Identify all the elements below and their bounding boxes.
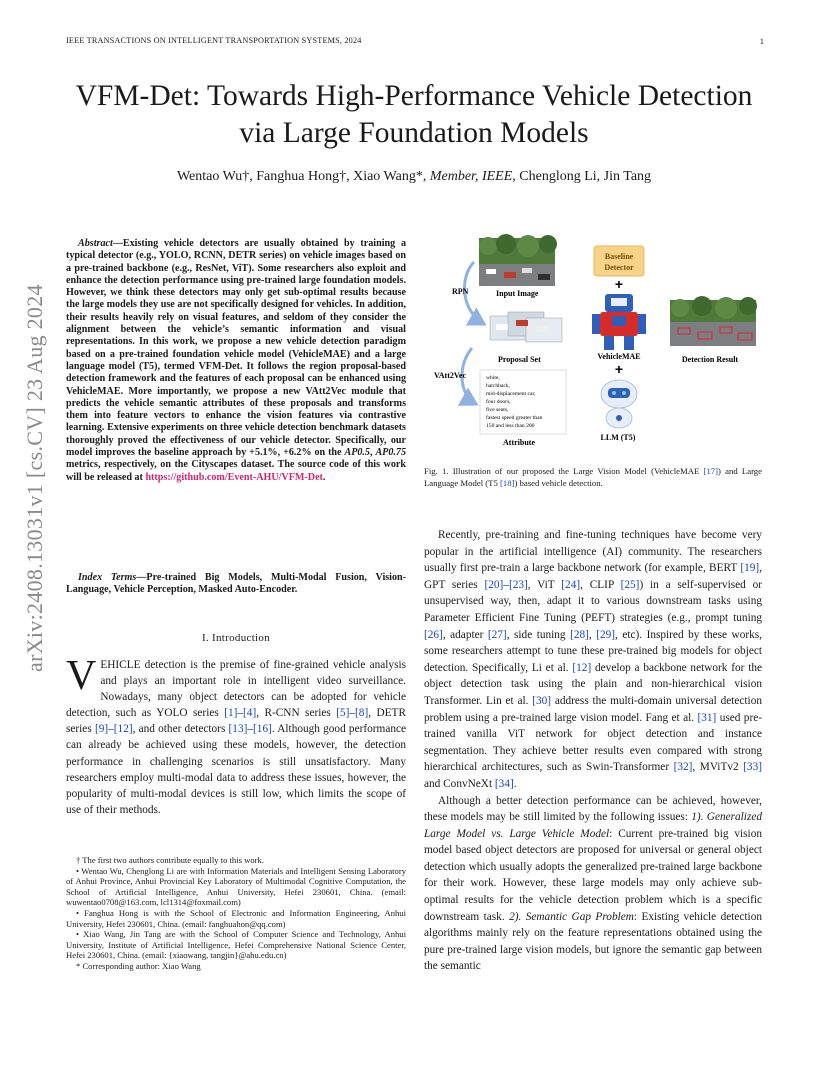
vehiclemae-robot-icon <box>592 294 646 350</box>
llm-robot-icon <box>601 380 637 428</box>
citation[interactable]: [31] <box>697 711 717 724</box>
citation[interactable]: [18] <box>500 477 515 488</box>
index-terms <box>66 572 406 597</box>
citation[interactable]: [24] <box>561 578 581 591</box>
attribute-line: fastest speed greater than <box>486 415 543 421</box>
intro-text: – <box>349 707 356 720</box>
citation[interactable]: [9] <box>94 723 109 736</box>
plus-sign: + <box>614 361 624 377</box>
paper-title: VFM-Det: Towards High-Performance Vehicle Detection via Large Foundation Models <box>75 80 753 149</box>
abstract-text-2: metrics, respectively, on the Cityscapes dataset. The source code of this work will be released at <box>66 459 406 483</box>
baseline-detector-label: Detector <box>604 263 634 272</box>
citation[interactable]: [12] <box>572 661 592 674</box>
attribute-line: hatchback, <box>486 383 511 389</box>
index-terms-text: —Pre-trained Big Models, Multi-Modal Fusion, Vision-Language, Vehicle Perception, Masked Auto-Encoder. <box>66 572 406 596</box>
attribute-line: four doors, <box>486 399 511 405</box>
llm-label: LLM (T5) <box>600 433 636 442</box>
issue-heading: 2). Semantic Gap Problem <box>509 910 634 923</box>
citation[interactable]: [27] <box>487 628 507 641</box>
figure-1 <box>424 232 762 454</box>
body-text: Recently, pre-training and fine-tuning techniques have become very popular in the artificial intelligence (AI) community. The researchers usually first pre-train a large backbone network (for example, BERT <box>424 529 762 575</box>
citation[interactable]: [16] <box>253 723 272 736</box>
intro-text: – <box>108 723 114 736</box>
arxiv-stamp: arXiv:2408.13031v1 [cs.CV] 23 Aug 2024 <box>22 284 47 672</box>
drop-cap: V <box>66 653 97 699</box>
baseline-detector-label: Baseline <box>604 252 634 261</box>
vehiclemae-label: VehicleMAE <box>597 352 641 361</box>
caption-label: Fig. 1. <box>424 466 449 476</box>
author-list <box>66 169 762 185</box>
author-names-a: Wentao Wu†, Fanghua Hong†, Xiao Wang*, <box>176 169 430 184</box>
citation[interactable]: [1] <box>224 707 238 720</box>
citation[interactable]: [12] <box>113 723 133 736</box>
citation[interactable]: [25] <box>620 578 640 591</box>
attribute-line: white, <box>486 375 500 381</box>
body-text: : Existing vehicle detection algorithms mainly rely on the feature representations obtained using the pure pre-trained large vision models, but ignore the semantic gap between the semantic <box>424 910 762 973</box>
citation[interactable]: [30] <box>532 694 552 707</box>
citation[interactable]: [33] <box>743 761 762 774</box>
abstract-label: Abstract <box>78 238 113 249</box>
input-image-thumbnail <box>479 234 557 286</box>
citation[interactable]: [23] <box>508 578 528 591</box>
body-text: , etc). Inspired by these works, some researchers attempt to tune these pre-trained big models for object detection. Specifically, Li et al. <box>424 628 762 674</box>
citation[interactable]: [26] <box>424 628 443 641</box>
body-text: : Current pre-trained big vision model based object detectors are proposed for universal or general object detection which usually adopts the generalized pre-trained large backbone for their work. However, these large models may only achieve sub-optimal results for the vehicle detection problem which is a specific downstream task. <box>424 827 762 923</box>
body-text: , <box>588 628 597 641</box>
citation[interactable]: [32] <box>673 761 693 774</box>
footnote: • Xiao Wang, Jin Tang are with the School of Computer Science and Technology, Anhui University, Institute of Artificial Intelligence, Hefei Comprehensive National Science Center, Hefei 230601, China. (email: {xiaowang, tangjin}@ahu.edu.cn) <box>66 929 406 961</box>
body-text: , MViTv2 <box>692 761 744 774</box>
citation[interactable]: [28] <box>570 628 589 641</box>
author-membership: Member, IEEE <box>429 169 513 184</box>
figure-1-diagram <box>424 232 762 454</box>
citation[interactable]: [4] <box>243 707 257 720</box>
proposal-set-thumbnails <box>490 312 562 342</box>
detection-result-label: Detection Result <box>681 355 739 364</box>
footnote: • Wentao Wu, Chenglong Li are with Information Materials and Intelligent Sensing Laboratory of Anhui Province, Anhui Provincial Key Laboratory of Multimodal Cognitive Computation, the School of Artificial Intelligence, Anhui University, Hefei 230601, China. (email: wuwentao0708@163.com, lcl1314@foxmail.com) <box>66 865 406 908</box>
footnote: † The first two authors contribute equally to this work. <box>76 855 264 865</box>
citation[interactable]: [17] <box>703 466 719 476</box>
intro-paragraph <box>66 653 407 818</box>
citation[interactable]: [8] <box>355 707 369 720</box>
abstract-end: . <box>322 471 326 483</box>
citation[interactable]: [19] <box>740 562 760 575</box>
caption-text: Illustration of our proposed the Large Vision Model (VehicleMAE <box>452 466 704 476</box>
footnotes <box>66 855 406 972</box>
abstract-separator: , <box>369 447 376 459</box>
citation[interactable]: [13] <box>228 723 248 736</box>
detection-result-thumbnail <box>670 296 757 346</box>
attribute-label: Attribute <box>503 438 535 447</box>
proposal-set-label: Proposal Set <box>498 355 541 364</box>
citation[interactable]: [20] <box>484 578 504 591</box>
body-text: and ConvNeXt <box>424 777 495 790</box>
citation[interactable]: [34] <box>494 777 514 790</box>
citation[interactable]: [5] <box>336 707 350 720</box>
body-paragraph <box>424 527 762 793</box>
footnote: * Corresponding author: Xiao Wang <box>76 960 201 971</box>
body-text: develop a backbone network for the object detection task using the plain and non-hierarchical vision Transformer. Lin et al. <box>424 661 763 707</box>
index-terms-label: Index Terms <box>78 572 137 583</box>
body-text: , ViT <box>527 578 562 591</box>
body-paragraph <box>424 793 762 976</box>
input-image-label: Input Image <box>496 289 539 298</box>
body-text: Although a better detection performance can be achieved, however, these models may be still limited by the following issues: <box>424 794 762 824</box>
metric-ap75: AP0.75 <box>375 447 406 459</box>
footnote: • Fanghua Hong is with the School of Electronic and Information Engineering, Anhui University, Hefei 230601, China. (email: fanghuahon@qq.com) <box>66 907 406 929</box>
section-heading: I. Introduction <box>201 632 271 644</box>
abstract-text: —Existing vehicle detectors are usually obtained by training a typical detector (e.g., YOLO, RCNN, DETR series) on vehicle images based on a pre-trained backbone (e.g., ResNet, ViT). Some researchers also exploit and enhance the detection performance using pre-trained large foundation models. However, we think these detectors may only get sub-optimal results because the large models they use are not specifically designed for vehicles. In addition, their results heavily rely on visual features, and seldom of they consider the alignment between the vehicle’s semantic information and visual representations. In this work, we propose a new vehicle detection paradigm based on a pre-trained foundation vehicle model (VehicleMAE) and a large language model (T5), termed VFM-Det. It follows the region proposal-based detection framework and the features of each proposal can be enhanced using VehicleMAE. More importantly, we propose a new VAtt2Vec module that predicts the vehicle semantic attributes of these proposals and transforms them into feature vectors to enhance the vision features via contrastive learning. Extensive experiments on three vehicle detection benchmark datasets thoroughly proved the effectiveness of our vehicle detector. Specifically, our model improves the baseline approach by +5.1%, +6.2% on the <box>66 238 406 459</box>
intro-text: EHICLE detection is the premise of fine-grained vehicle analysis and plays an important role in intelligent video surveillance. Nowadays, many object detectors can be adopted for vehicle detection, such as YOLO series <box>66 659 406 720</box>
caption-text: ) and Large Language Model (T5 <box>424 466 763 488</box>
body-text: . <box>513 777 517 790</box>
running-header: IEEE TRANSACTIONS ON INTELLIGENT TRANSPORTATION SYSTEMS, 2024 <box>66 36 362 45</box>
code-link[interactable]: https://github.com/Event-AHU/VFM-Det <box>145 471 323 483</box>
plus-sign: + <box>614 276 624 292</box>
body-text: , side tuning <box>506 628 571 641</box>
body-text: ) in a self-supervised or unsupervised way, then, adapt it to various downstream tasks using Parameter Efficient Fine Tuning (PEFT) strategies (e.g., prompt tuning <box>424 578 762 624</box>
body-text: , GPT series <box>424 562 762 591</box>
page-number: 1 <box>759 36 764 46</box>
intro-text: , R-CNN series <box>256 707 337 720</box>
attribute-line: mid-displacement car, <box>486 391 536 397</box>
abstract <box>66 238 406 484</box>
citation[interactable]: [29] <box>596 628 616 641</box>
issue-heading: 1). Generalized Large Model vs. Large Vehicle Model <box>424 811 763 840</box>
figure-caption <box>424 466 762 489</box>
body-text: address the multi-domain universal detection problem using a pre-trained large vision model. Fang et al. <box>424 694 762 724</box>
intro-text: – <box>237 707 244 720</box>
body-text: – <box>503 578 509 591</box>
caption-text: ) based vehicle detection. <box>514 477 603 488</box>
intro-text: – <box>247 723 254 736</box>
intro-text: , and other detectors <box>132 723 229 736</box>
attribute-line: 150 and less than 200 <box>486 423 535 429</box>
body-text: used pre-trained vanilla ViT network for object detection and instance segmentation. They achieve better results even compared with strong hierarchical architectures, such as Swin-Transformer <box>424 711 762 774</box>
author-names-b: , Chenglong Li, Jin Tang <box>512 169 652 184</box>
body-text: , adapter <box>442 628 488 641</box>
vatt2vec-label: VAtt2Vec <box>434 371 466 380</box>
right-column-body <box>424 527 762 975</box>
attribute-line: five seats, <box>486 407 509 413</box>
rpn-label: RPN <box>452 287 469 296</box>
metric-ap50: AP0.5 <box>344 447 370 459</box>
intro-text: , DETR series <box>66 707 406 736</box>
body-text: , CLIP <box>580 578 621 591</box>
intro-text: . Although good performance can already be achieved using these models, however, the detection performance in challenging scenarios is still unsatisfactory. Many researchers employ multi-modal data to address these issues, however, the popularity of multi-modal devices is still low, which limits the scope of use of their methods. <box>66 723 407 816</box>
